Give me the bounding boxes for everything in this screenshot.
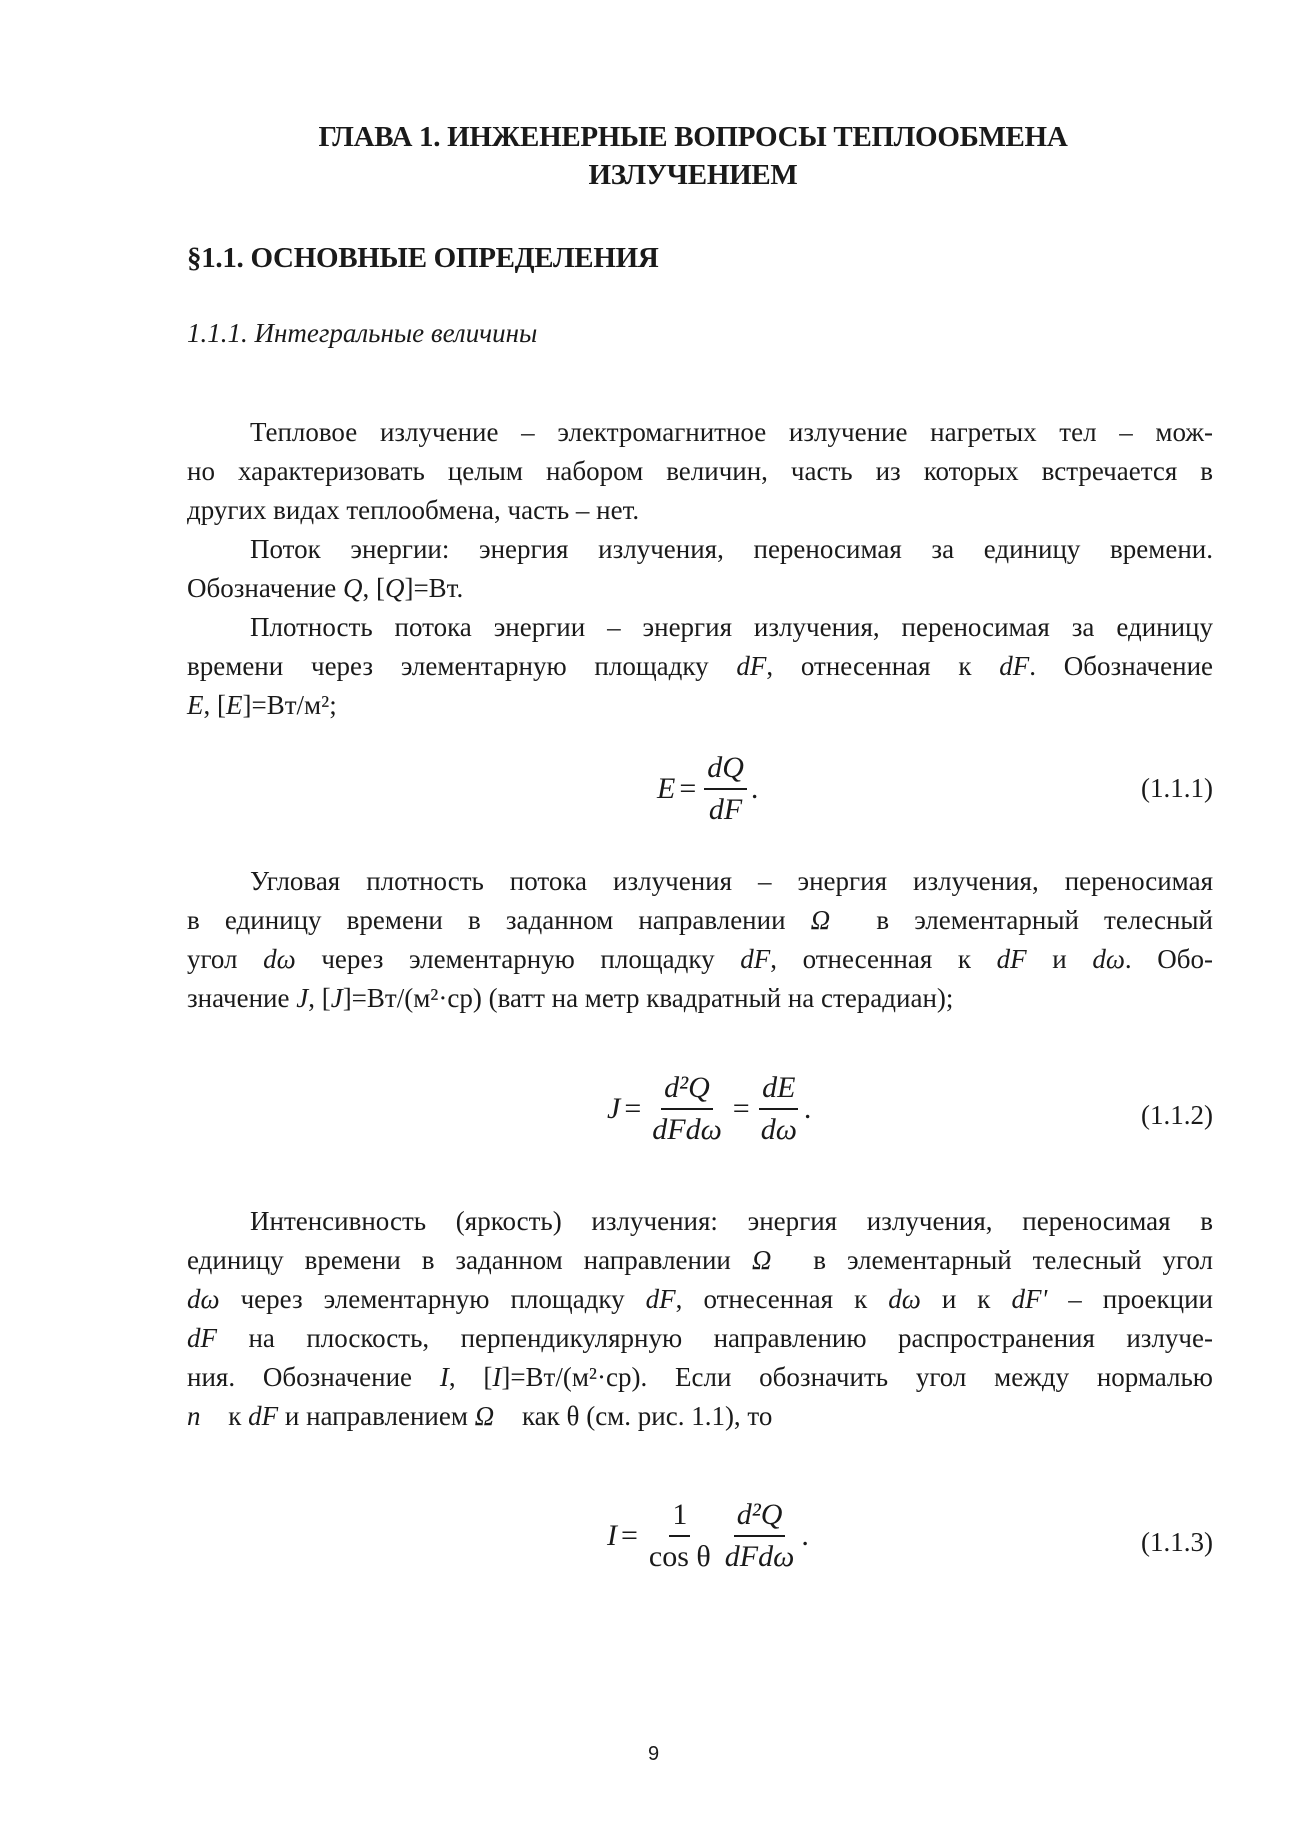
paragraph-line: в единицу времени в заданном направлении Ω⃗ в элементарный телесный — [187, 905, 1213, 935]
paragraph-line: угол dω через элементарную площадку dF, отнесенная к dF и dω. Обо- — [187, 944, 1214, 974]
subsection-heading: 1.1.1. Интегральные величины — [187, 318, 538, 348]
equation-number: (1.1.1) — [1141, 773, 1213, 803]
fraction: $\frac{dQ}{dF}$ — [704, 750, 747, 828]
equation-1-1-2 — [187, 1068, 1213, 1178]
fraction: $\frac{1}{\text{cos θ}}$ — [648, 1498, 711, 1573]
paragraph-line: времени через элементарную площадку dF, отнесенная к dF. Обозначение — [187, 651, 1214, 681]
fraction: $\frac{\text{d²Q}}{\text{dFdω}}$ — [724, 1498, 795, 1573]
equation-number: (1.1.2) — [1141, 1100, 1213, 1130]
paragraph-line: Тепловое излучение – электромагнитное излучение нагретых тел – мож- — [250, 417, 1213, 447]
equation-number: (1.1.3) — [1141, 1527, 1213, 1557]
paragraph-line: dω через элементарную площадку dF, отнесенная к dω и к dF' – проекции — [187, 1284, 1213, 1314]
equation-1-1-1 — [187, 745, 1213, 855]
paragraph-energy-flux — [187, 530, 1213, 608]
paragraph-angular-flux-density — [187, 862, 1213, 1018]
paragraph-line: Угловая плотность потока излучения – энергия излучения, переносимая — [250, 866, 1213, 896]
paragraph-line: dF на плоскость, перпендикулярную направлению распространения излуче- — [187, 1323, 1213, 1353]
paragraph-line: но характеризовать целым набором величин, часть из которых встречается в — [187, 456, 1213, 486]
equation-1-1-3 — [187, 1495, 1213, 1605]
paragraph-line: других видах теплообмена, часть – нет. — [187, 495, 640, 525]
chapter-title — [180, 118, 1206, 194]
paragraph-line: Обозначение Q, [Q]=Вт. — [187, 573, 464, 603]
paragraph-line: E, [E]=Вт/м²; — [187, 690, 337, 720]
chapter-title-line-2: ИЗЛУЧЕНИЕМ — [588, 159, 798, 191]
fraction: $\frac{dE}{d\omega}$ — [760, 1071, 797, 1146]
paragraph-line: Интенсивность (яркость) излучения: энергия излучения, переносимая в — [250, 1206, 1213, 1236]
equation-body: E = $\frac{dQ}{dF}$ . — [657, 751, 759, 826]
paragraph-line: ния. Обозначение I, [I]=Вт/(м²·ср). Если обозначить угол между нормалью — [187, 1362, 1213, 1392]
section-heading: §1.1. ОСНОВНЫЕ ОПРЕДЕЛЕНИЯ — [187, 242, 659, 274]
paragraph-line: значение J, [J]=Вт/(м²·ср) (ватт на метр квадратный на стерадиан); — [187, 983, 954, 1013]
paragraph-flux-density — [187, 608, 1213, 725]
paragraph-line: Плотность потока энергии – энергия излучения, переносимая за единицу — [250, 612, 1213, 642]
paragraph-line: единицу времени в заданном направлении Ω⃗ в элементарный телесный угол — [187, 1245, 1213, 1275]
equation-body: I = $\frac{1}{\text{cos θ}}$ $\frac{\text{d²Q}}{\text{dFdω}}$ . — [607, 1498, 809, 1573]
page-number: 9 — [647, 1743, 660, 1765]
paragraph-line: Поток энергии: энергия излучения, переносимая за единицу времени. — [250, 534, 1213, 564]
equation-body: J = $\frac{\text{d²Q}}{\text{dFdω}}$ = $\frac{dE}{d\omega}$ . — [607, 1071, 812, 1146]
paragraph-line: n⃗ к dF и направлением Ω⃗ как θ (см. рис. 1.1), то — [187, 1401, 773, 1431]
fraction: $\frac{\text{d²Q}}{\text{dFdω}}$ — [652, 1071, 722, 1146]
paragraph-intensity — [187, 1202, 1213, 1436]
chapter-title-line-1: ГЛАВА 1. ИНЖЕНЕРНЫЕ ВОПРОСЫ ТЕПЛООБМЕНА — [318, 121, 1068, 153]
paragraph-thermal-radiation — [187, 413, 1213, 530]
